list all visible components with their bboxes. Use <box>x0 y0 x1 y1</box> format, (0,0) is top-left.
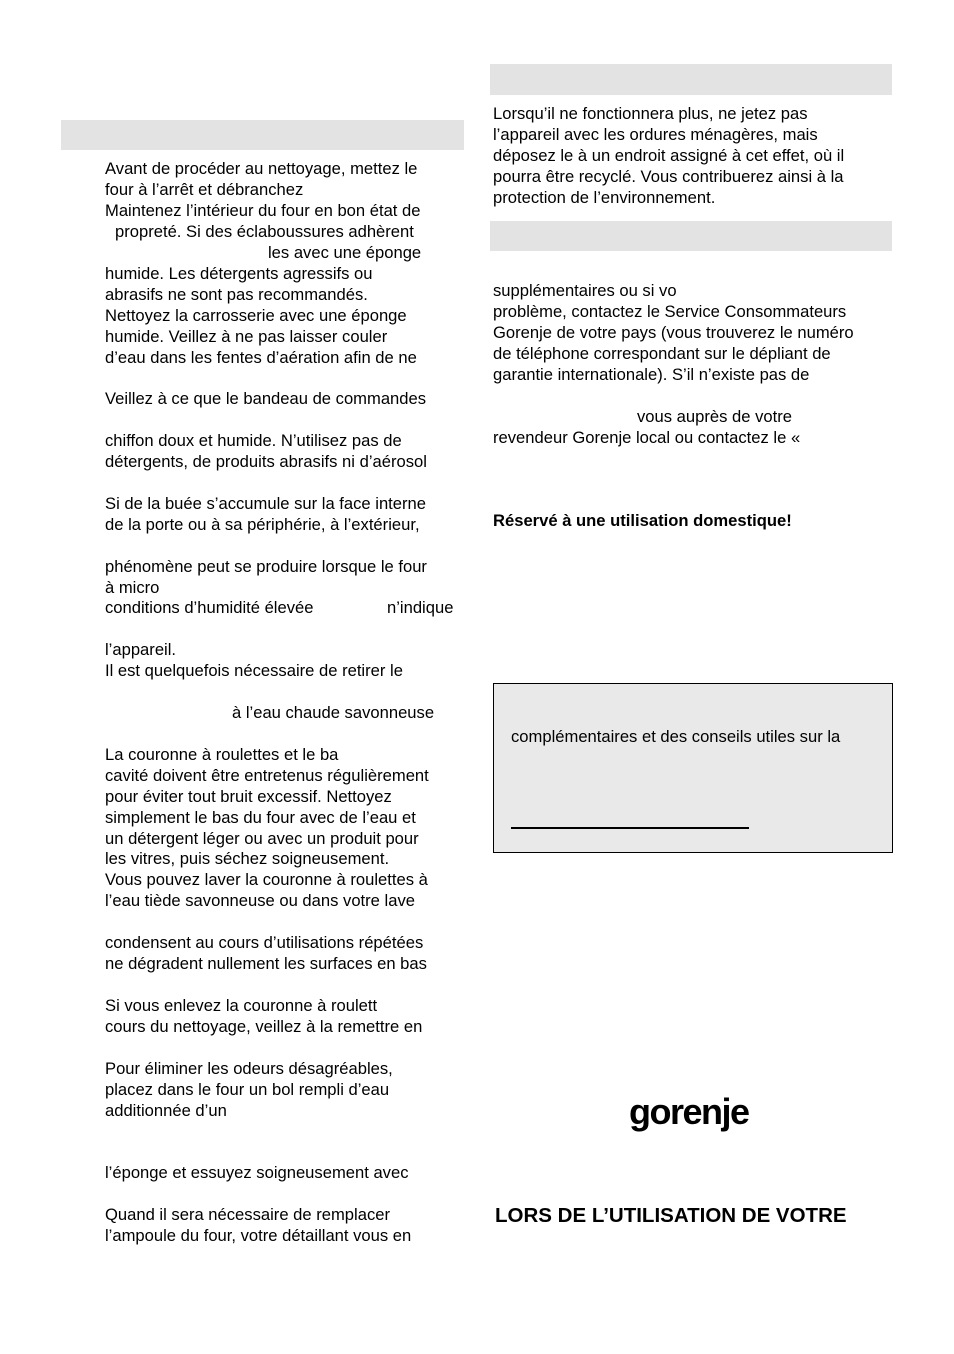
text-line: pourra être recyclé. Vous contribuerez ainsi à la <box>493 167 844 186</box>
text-line: l’appareil avec les ordures ménagères, mais <box>493 125 818 144</box>
text-line: chiffon doux et humide. N’utilisez pas de <box>105 431 402 450</box>
text-line: déposez le à un endroit assigné à cet effet, où il <box>493 146 845 165</box>
text-line: Maintenez l’intérieur du four en bon état de <box>105 201 421 220</box>
text-line: pour éviter tout bruit excessif. Nettoyez <box>105 787 392 806</box>
text-line: l’eau tiède savonneuse ou dans votre lave <box>105 891 415 910</box>
text-line: cavité doivent être entretenus régulièrement <box>105 766 429 785</box>
text-line: Pour éliminer les odeurs désagréables, <box>105 1059 393 1078</box>
text-line: de téléphone correspondant sur le dépliant de <box>493 344 831 363</box>
service-section-header-bar <box>490 221 892 251</box>
text-line: vous auprès de votre <box>637 407 792 426</box>
text-line: humide. Les détergents agressifs ou <box>105 264 373 283</box>
text-line: Veillez à ce que le bandeau de commandes <box>105 389 427 408</box>
text-line: Si de la buée s’accumule sur la face interne <box>105 494 426 513</box>
footer-heading: LORS DE L’UTILISATION DE VOTRE <box>495 1204 847 1227</box>
text-line: problème, contactez le Service Consommateurs <box>493 302 847 321</box>
text-line: Il est quelquefois nécessaire de retirer le <box>105 661 403 680</box>
text-line: les vitres, puis séchez soigneusement. <box>105 849 390 868</box>
text-line: condensent au cours d’utilisations répétées <box>105 933 424 952</box>
text-line: La couronne à roulettes et le ba <box>105 745 339 764</box>
text-line: simplement le bas du four avec de l’eau et <box>105 808 416 827</box>
info-box-underline <box>511 827 749 829</box>
text-line: à l’eau chaude savonneuse <box>232 703 435 722</box>
text-line: Lorsqu’il ne fonctionnera plus, ne jetez pas <box>493 104 808 123</box>
text-line: conditions d’humidité élevée <box>105 598 314 617</box>
text-line: à micro <box>105 578 160 597</box>
text-line: ne dégradent nullement les surfaces en bas <box>105 954 427 973</box>
text-line: phénomène peut se produire lorsque le four <box>105 557 427 576</box>
text-line: protection de l’environnement. <box>493 188 716 207</box>
text-line: Gorenje de votre pays (vous trouverez le numéro <box>493 323 854 342</box>
text-line: humide. Veillez à ne pas laisser couler <box>105 327 388 346</box>
text-line: supplémentaires ou si vo <box>493 281 677 300</box>
domestic-use-notice: Réservé à une utilisation domestique! <box>493 511 792 530</box>
text-line: placez dans le four un bol rempli d’eau <box>105 1080 390 1099</box>
text-line: l’éponge et essuyez soigneusement avec <box>105 1163 409 1182</box>
text-line: Si vous enlevez la couronne à roulett <box>105 996 378 1015</box>
text-line: Quand il sera nécessaire de remplacer <box>105 1205 391 1224</box>
text-line: abrasifs ne sont pas recommandés. <box>105 285 368 304</box>
text-line: garantie internationale). S’il n’existe pas de <box>493 365 810 384</box>
text-line: four à l’arrêt et débranchez <box>105 180 304 199</box>
text-line: n’indique <box>387 598 454 617</box>
text-line: cours du nettoyage, veillez à la remettre en <box>105 1017 423 1036</box>
text-line: Nettoyez la carrosserie avec une éponge <box>105 306 407 325</box>
text-line: un détergent léger ou avec un produit pour <box>105 829 419 848</box>
text-line: détergents, de produits abrasifs ni d’aérosol <box>105 452 427 471</box>
text-line: Vous pouvez laver la couronne à roulettes à <box>105 870 428 889</box>
text-line: l’ampoule du four, votre détaillant vous en <box>105 1226 412 1245</box>
info-box-text: complémentaires et des conseils utiles sur la <box>511 727 841 746</box>
gorenje-logo: gorenje <box>629 1091 749 1132</box>
text-line: les avec une éponge <box>268 243 422 262</box>
left-section-header-bar <box>61 120 464 150</box>
text-line: propreté. Si des éclaboussures adhèrent <box>115 222 414 241</box>
environment-section-header-bar <box>490 64 892 95</box>
text-line: revendeur Gorenje local ou contactez le « <box>493 428 801 447</box>
text-line: de la porte ou à sa périphérie, à l’extérieur, <box>105 515 420 534</box>
text-line: Avant de procéder au nettoyage, mettez le <box>105 159 418 178</box>
text-line: l’appareil. <box>105 640 177 659</box>
text-line: d’eau dans les fentes d’aération afin de ne <box>105 348 417 367</box>
text-line: additionnée d’un <box>105 1101 227 1120</box>
